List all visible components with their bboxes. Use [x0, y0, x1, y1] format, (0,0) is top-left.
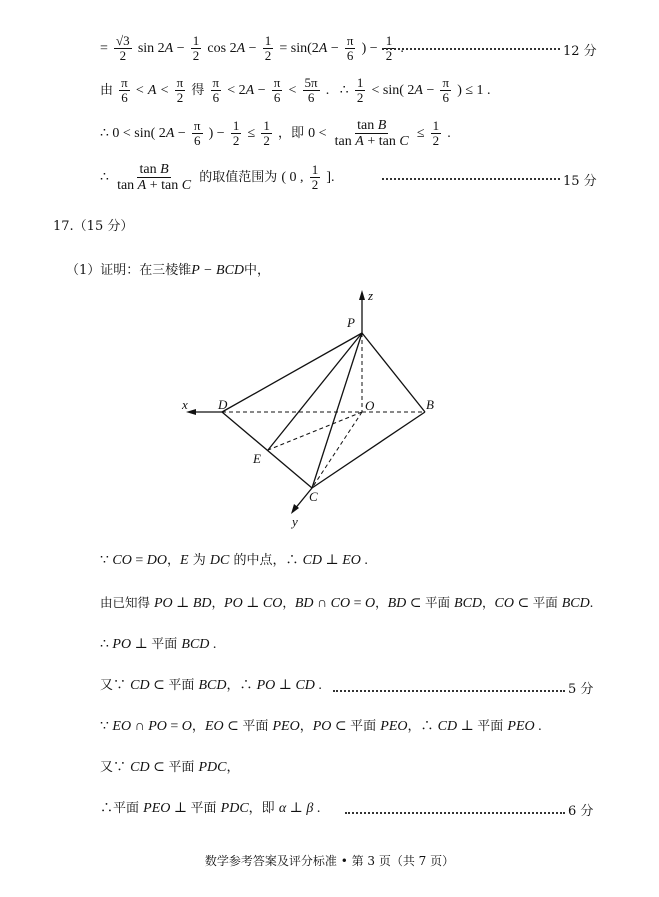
score-15: 15 分 [563, 174, 597, 189]
statement-6: 又∵ CD ⊂ 平面 PDC， [100, 760, 240, 775]
label-y: y [292, 514, 298, 529]
statement-4: 又∵ CD ⊂ 平面 BCD，∴ PO ⊥ CD . [100, 678, 322, 693]
label-B: B [426, 397, 434, 412]
statement-1: ∵ CO = DO，E 为 DC 的中点，∴ CD ⊥ EO . [100, 553, 368, 568]
line-3-inequality: ∴ 0 < sin( 2A − $\frac{\pi}{6}$ ) − $\frac{1}{2}$ ≤ $\frac{1}{2}$ ，即 0 < $\frac{\text{tan B}}{\text{tan A + tan C}}$ ≤ $\frac{1}{2}$ . [100, 118, 451, 149]
label-z: z [368, 288, 374, 303]
score-6: 6 分 [568, 804, 594, 819]
statement-3: ∴ PO ⊥ 平面 BCD . [100, 637, 217, 652]
label-O: O [365, 398, 375, 413]
score-leader [345, 812, 565, 814]
label-P: P [347, 315, 355, 330]
page-footer: 数学参考答案及评分标准 • 第 3 页（共 7 页） [204, 854, 455, 868]
label-C: C [309, 489, 318, 504]
label-E: E [253, 451, 261, 466]
part-1-intro: （1）证明：在三棱锥P − BCD中， [66, 263, 271, 278]
label-D: D [218, 397, 228, 412]
statement-2: 由已知得 PO ⊥ BD，PO ⊥ CO，BD ∩ CO = O，BD ⊂ 平面 BCD，CO ⊂ 平面 BCD. [100, 595, 594, 611]
statement-7: ∴平面 PEO ⊥ 平面 PDC，即 α ⊥ β . [100, 801, 321, 816]
question-17-heading: 17.（15 分） [53, 219, 134, 234]
score-12: 12 分 [563, 44, 597, 59]
line-2-inequality: 由 $\frac{\pi}{6}$ < A < $\frac{\pi}{2}$ 得 $\frac{\pi}{6}$ < 2A − $\frac{\pi}{6}$ < $\frac{5\pi}{6}$ . ∴ $\frac{1}{2}$ < sin( 2A − $\frac{\pi}{6}$ ) ≤ 1 . [100, 75, 491, 105]
line-1-equation: = $\frac{√3}{2}$ sin 2A − $\frac{1}{2}$ cos 2A − $\frac{1}{2}$ = sin(2A − $\frac{\pi}{6}$ ) − $\frac{1}{2}$ . [100, 33, 404, 63]
score-leader [333, 690, 565, 692]
line-4-range: ∴ $\frac{\text{tan B}}{\text{tan A + tan C}}$ 的取值范围为 ( 0 , $\frac{1}{2}$ ]. [100, 162, 335, 193]
label-x: x [182, 397, 188, 412]
statement-5: ∵ EO ∩ PO = O，EO ⊂ 平面 PEO，PO ⊂ 平面 PEO，∴ CD ⊥ 平面 PEO . [100, 719, 542, 734]
score-5: 5 分 [568, 682, 594, 697]
